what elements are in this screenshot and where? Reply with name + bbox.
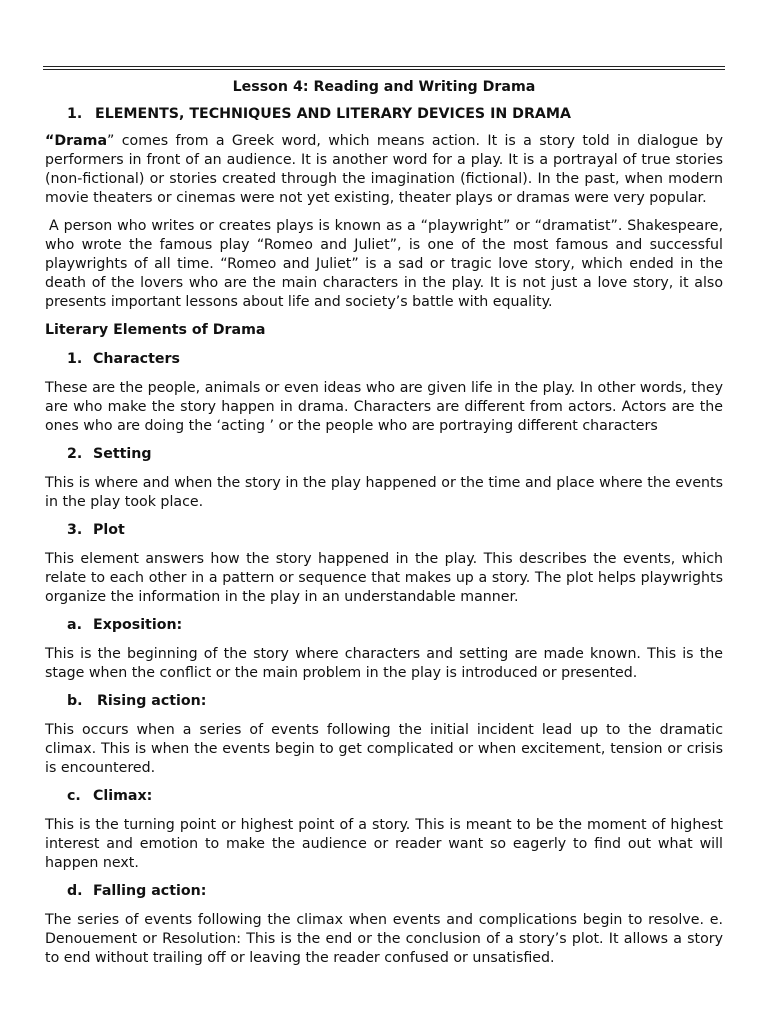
element-label: Characters bbox=[93, 351, 180, 367]
element-label: Plot bbox=[93, 522, 125, 538]
plot-exposition-heading bbox=[45, 616, 723, 635]
plot-rising-action-text: This occurs when a series of events following the initial incident lead up to the dramatic climax. This is when the events begin to get complicated or when excitement, tension or crisis is encountered. bbox=[45, 722, 723, 776]
intro-text: ” comes from a Greek word, which means action. It is a story told in dialogue by performers in front of an audience. It is another word for a play. It is a portrayal of true stories (non-fictional) or stories created through the imagination (fictional). In the past, when modern movie theaters or cinemas were not yet existing, theater plays or dramas were very popular. bbox=[45, 133, 723, 206]
main-heading-number: 1. bbox=[67, 106, 83, 122]
element-number: 1. bbox=[67, 351, 83, 367]
element-plot-heading bbox=[45, 521, 723, 540]
playwright-paragraph: A person who writes or creates plays is known as a “playwright” or “dramatist”. Shakespeare, who wrote the famous play “Romeo and Juliet”, is one of the most famous and successful playwrights of all time. “Romeo and Juliet” is a sad or tragic love story, which ended in the death of the lovers who are the main characters in the play. It is not just a love story, it also presents important lessons about life and society’s battle with equality. bbox=[45, 218, 723, 310]
plot-falling-action-heading bbox=[45, 882, 723, 901]
top-rule bbox=[43, 66, 725, 67]
document-page bbox=[45, 78, 723, 977]
intro-paragraph bbox=[45, 132, 723, 208]
plot-part-letter: a. bbox=[67, 617, 82, 633]
plot-rising-action-heading bbox=[45, 692, 723, 711]
element-setting-heading bbox=[45, 445, 723, 464]
element-number: 3. bbox=[67, 522, 83, 538]
plot-exposition-text: This is the beginning of the story where characters and setting are made known. This is the stage when the conflict or the main problem in the play is introduced or presented. bbox=[45, 646, 723, 681]
plot-part-label: Rising action: bbox=[97, 693, 207, 709]
plot-part-label: Climax: bbox=[93, 788, 153, 804]
element-setting-text: This is where and when the story in the play happened or the time and place where the events in the play took place. bbox=[45, 475, 723, 510]
main-heading bbox=[45, 105, 723, 124]
plot-part-letter: b. bbox=[67, 693, 83, 709]
plot-part-letter: c. bbox=[67, 788, 81, 804]
plot-climax-text: This is the turning point or highest point of a story. This is meant to be the moment of highest interest and emotion to make the audience or reader want so eagerly to find out what will happen next. bbox=[45, 817, 723, 871]
element-characters-text: These are the people, animals or even ideas who are given life in the play. In other words, they are who make the story happen in drama. Characters are different from actors. Actors are the ones who are doing the ‘acting ’ or the people who are portraying different characters bbox=[45, 380, 723, 434]
plot-part-letter: d. bbox=[67, 883, 83, 899]
drama-term: “Drama bbox=[45, 133, 108, 149]
plot-part-label: Falling action: bbox=[93, 883, 207, 899]
element-number: 2. bbox=[67, 446, 83, 462]
plot-climax-heading bbox=[45, 787, 723, 806]
top-rule-second bbox=[43, 69, 725, 70]
main-heading-text: ELEMENTS, TECHNIQUES AND LITERARY DEVICES IN DRAMA bbox=[95, 106, 571, 122]
lesson-title: Lesson 4: Reading and Writing Drama bbox=[232, 79, 536, 95]
plot-part-label: Exposition: bbox=[93, 617, 183, 633]
plot-falling-action-text: The series of events following the climax when events and complications begin to resolve. e. Denouement or Resolution: This is the end or the conclusion of a story’s plot. It allows a story to end without trailing off or leaving the reader confused or unsatisfied. bbox=[45, 912, 723, 966]
element-plot-text: This element answers how the story happened in the play. This describes the events, which relate to each other in a pattern or sequence that makes up a story. The plot helps playwrights organize the information in the play in an understandable manner. bbox=[45, 551, 723, 605]
element-label: Setting bbox=[93, 446, 152, 462]
section-title: Literary Elements of Drama bbox=[45, 322, 266, 338]
element-characters-heading bbox=[45, 350, 723, 369]
